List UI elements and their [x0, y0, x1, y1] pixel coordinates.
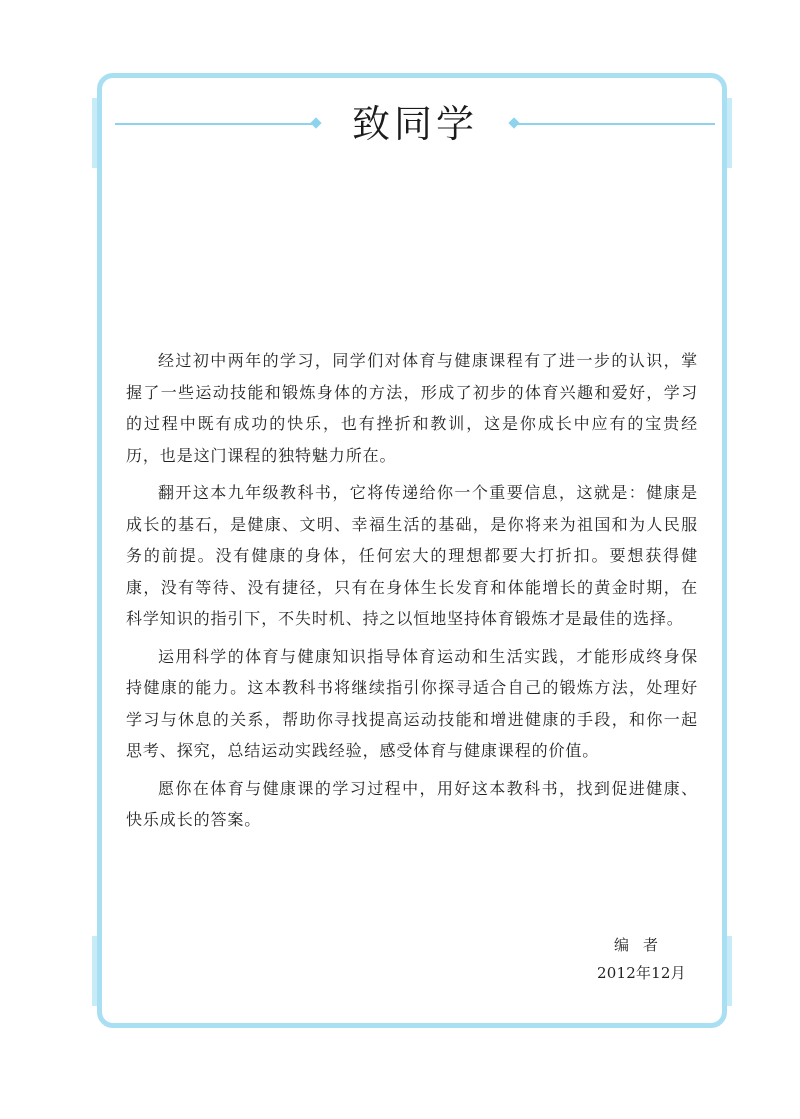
- letter-body: [126, 345, 698, 842]
- frame-accent-bottom-right: [727, 936, 732, 1006]
- letter-paragraph-4: 愿你在体育与健康课的学习过程中，用好这本教科书，找到促进健康、快乐成长的答案。: [126, 778, 698, 829]
- page-title: 致同学: [351, 102, 478, 146]
- author-signature: 编者: [614, 936, 673, 954]
- title-rule-right: [517, 123, 715, 125]
- frame-accent-top-right: [727, 98, 732, 168]
- letter-date: 2012年12月: [597, 964, 686, 982]
- letter-paragraph-3: 运用科学的体育与健康知识指导体育运动和生活实践，才能形成终身保持健康的能力。这本教科书将继续指引你探寻适合自己的锻炼方法，处理好学习与休息的关系，帮助你寻找提高运动技能和增进健康的手段，和你一起思考、探究，总结运动实践经验，感受体育与健康课程的价值。: [126, 646, 698, 760]
- title-row: [115, 98, 715, 150]
- letter-paragraph-2: 翻开这本九年级教科书，它将传递给你一个重要信息，这就是：健康是成长的基石，是健康、文明、幸福生活的基础，是你将来为祖国和为人民服务的前提。没有健康的身体，任何宏大的理想都要大打折扣。要想获得健康，没有等待、没有捷径，只有在身体生长发育和体能增长的黄金时期，在科学知识的指引下，不失时机、持之以恒地坚持体育锻炼才是最佳的选择。: [126, 483, 698, 628]
- letter-paragraph-1: 经过初中两年的学习，同学们对体育与健康课程有了进一步的认识，掌握了一些运动技能和锻炼身体的方法，形成了初步的体育兴趣和爱好，学习的过程中既有成功的快乐，也有挫折和教训，这是你成长中应有的宝贵经历，也是这门课程的独特魅力所在。: [126, 351, 698, 465]
